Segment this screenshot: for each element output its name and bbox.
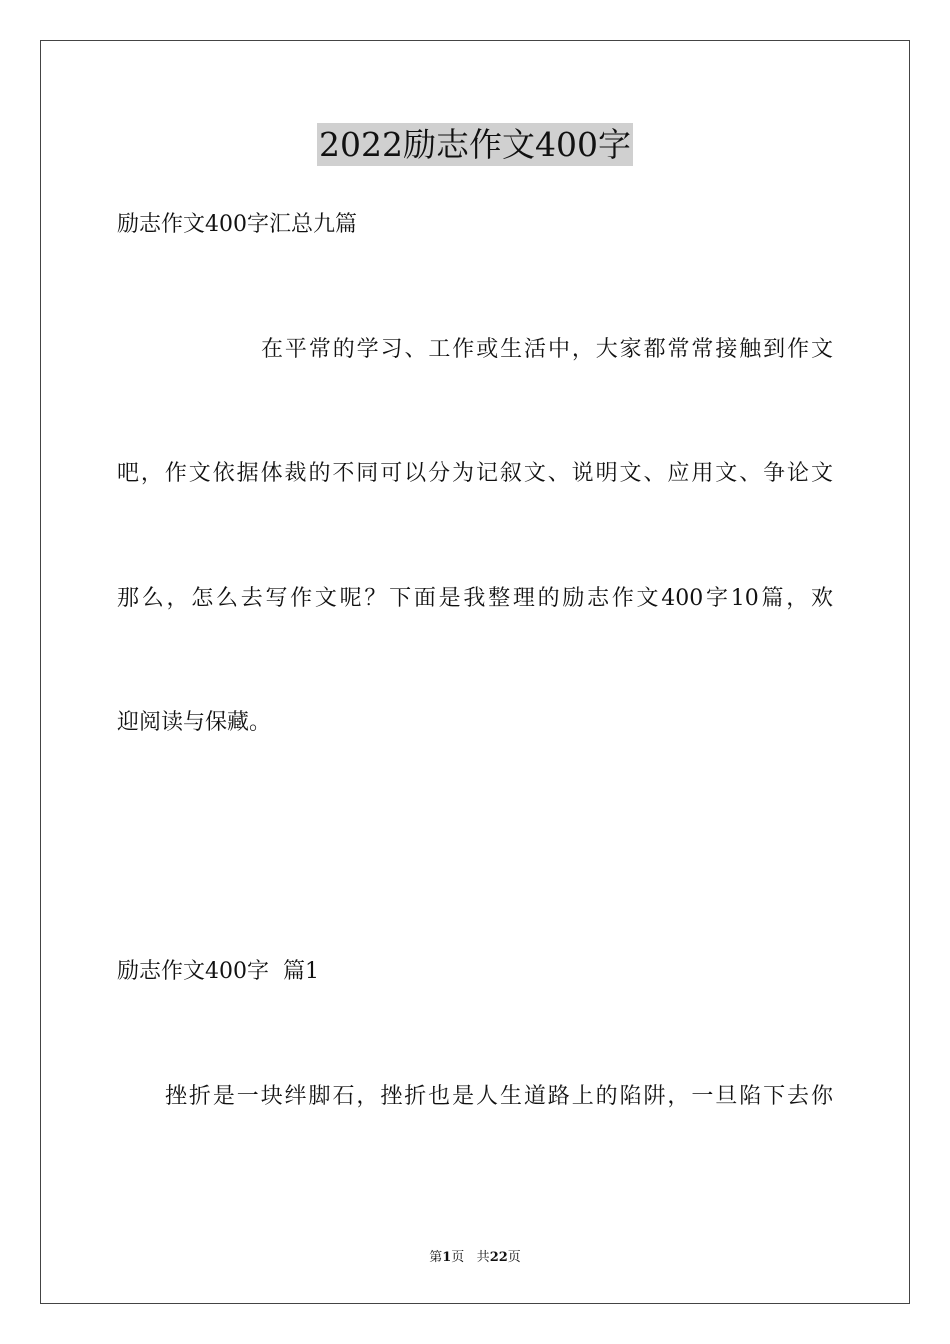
- footer-total-suffix: 页: [507, 1250, 521, 1265]
- document-title: 2022励志作文400字: [319, 125, 631, 164]
- page-footer: [0, 1246, 950, 1265]
- document-title-wrap: [0, 124, 950, 166]
- intro-line-1: 在平常的学习、工作或生活中，大家都常常接触到作文: [261, 337, 833, 362]
- intro-line-2: 吧，作文依据体裁的不同可以分为记叙文、说明文、应用文、争论文: [117, 461, 833, 486]
- footer-total-prefix: 共: [476, 1250, 490, 1265]
- section-first-line: 挫折是一块绊脚石，挫折也是人生道路上的陷阱，一旦陷下去你: [165, 1084, 833, 1109]
- footer-page-prefix: 第: [429, 1250, 443, 1265]
- footer-page-suffix: 页: [451, 1250, 465, 1265]
- footer-total-pages: 22: [489, 1250, 508, 1265]
- intro-line-3: 那么，怎么去写作文呢？下面是我整理的励志作文400字10篇，欢: [117, 586, 833, 611]
- intro-line-4: 迎阅读与保藏。: [117, 710, 272, 735]
- document-subtitle: 励志作文400字汇总九篇: [117, 212, 357, 237]
- section-heading: 励志作文400字 篇1: [117, 959, 319, 984]
- footer-page-number: 1: [442, 1250, 452, 1265]
